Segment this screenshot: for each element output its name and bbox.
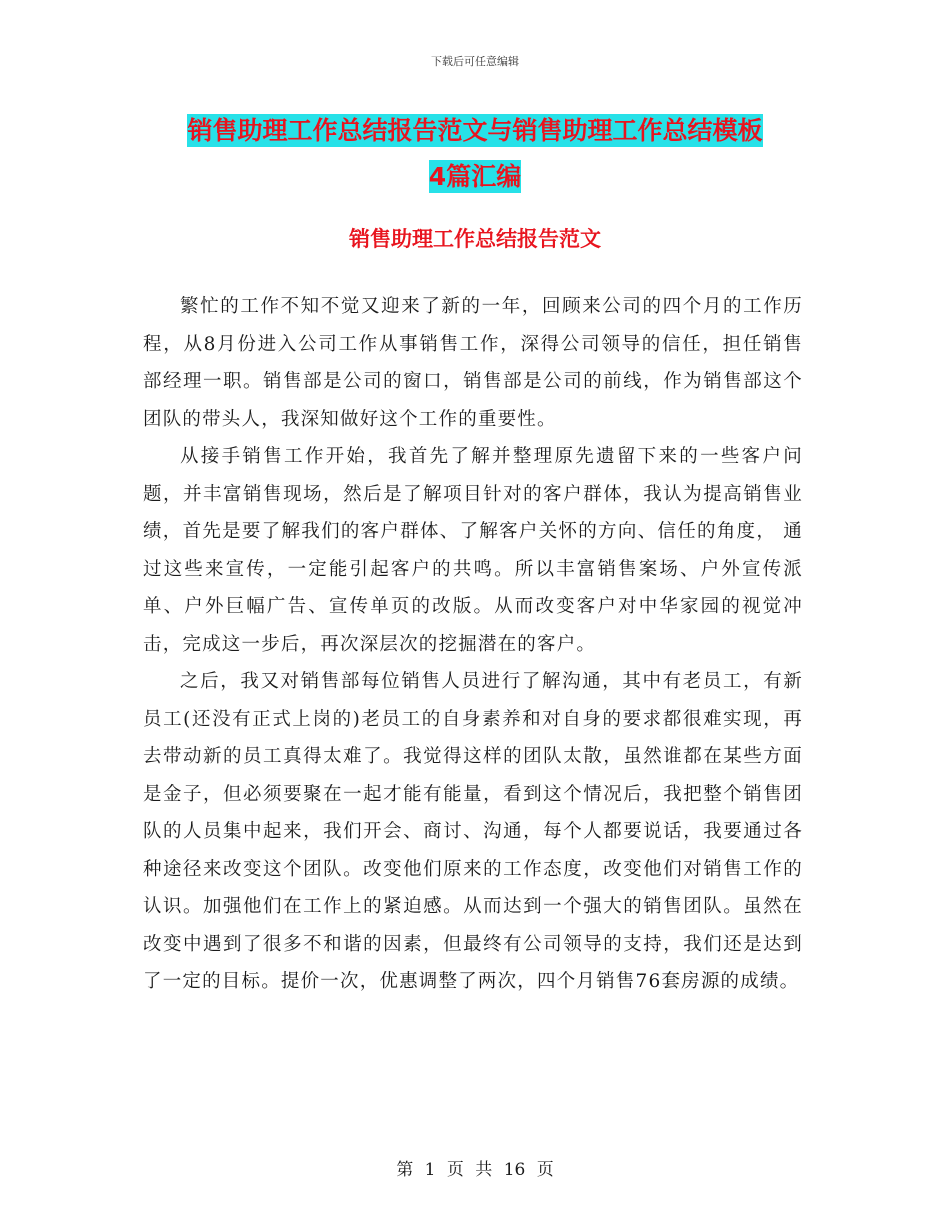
page-number-footer: 第 1 页 共 16 页 [396, 1160, 554, 1180]
document-body [143, 288, 803, 1001]
paragraph-3: 之后，我又对销售部每位销售人员进行了解沟通，其中有老员工，有新员工(还没有正式上岗的)老员工的自身素养和对自身的要求都很难实现，再去带动新的员工真得太难了。我觉得这样的团队太散，虽然谁都在某些方面是金子，但必须要聚在一起才能有能量，看到这个情况后，我把整个销售团队的人员集中起来，我们开会、商讨、沟通，每个人都要说话，我要通过各种途径来改变这个团队。改变他们原来的工作态度，改变他们对销售工作的认识。加强他们在工作上的紧迫感。从而达到一个强大的销售团队。虽然在改变中遇到了很多不和谐的因素，但最终有公司领导的支持，我们还是达到了一定的目标。提价一次，优惠调整了两次，四个月销售76套房源的成绩。 [143, 671, 803, 992]
title-line-1: 销售助理工作总结报告范文与销售助理工作总结模板 [187, 116, 763, 145]
page-header-note: 下载后可任意编辑 [431, 55, 519, 68]
section-heading: 销售助理工作总结报告范文 [349, 227, 601, 251]
title-line-2: 4篇汇编 [428, 162, 522, 191]
document-title [140, 108, 810, 200]
paragraph-2: 从接手销售工作开始，我首先了解并整理原先遗留下来的一些客户问题，并丰富销售现场，然后是了解项目针对的客户群体，我认为提高销售业绩，首先是要了解我们的客户群体、了解客户关怀的方向、信任的角度， 通过这些来宣传，一定能引起客户的共鸣。所以丰富销售案场、户外宣传派单、户外巨幅广告、宣传单页的改版。从而改变客户对中华家园的视觉冲击，完成这一步后，再次深层次的挖掘潜在的客户。 [143, 446, 803, 655]
paragraph-1: 繁忙的工作不知不觉又迎来了新的一年，回顾来公司的四个月的工作历程，从8月份进入公司工作从事销售工作，深得公司领导的信任，担任销售部经理一职。销售部是公司的窗口，销售部是公司的前线，作为销售部这个团队的带头人，我深知做好这个工作的重要性。 [143, 296, 803, 430]
